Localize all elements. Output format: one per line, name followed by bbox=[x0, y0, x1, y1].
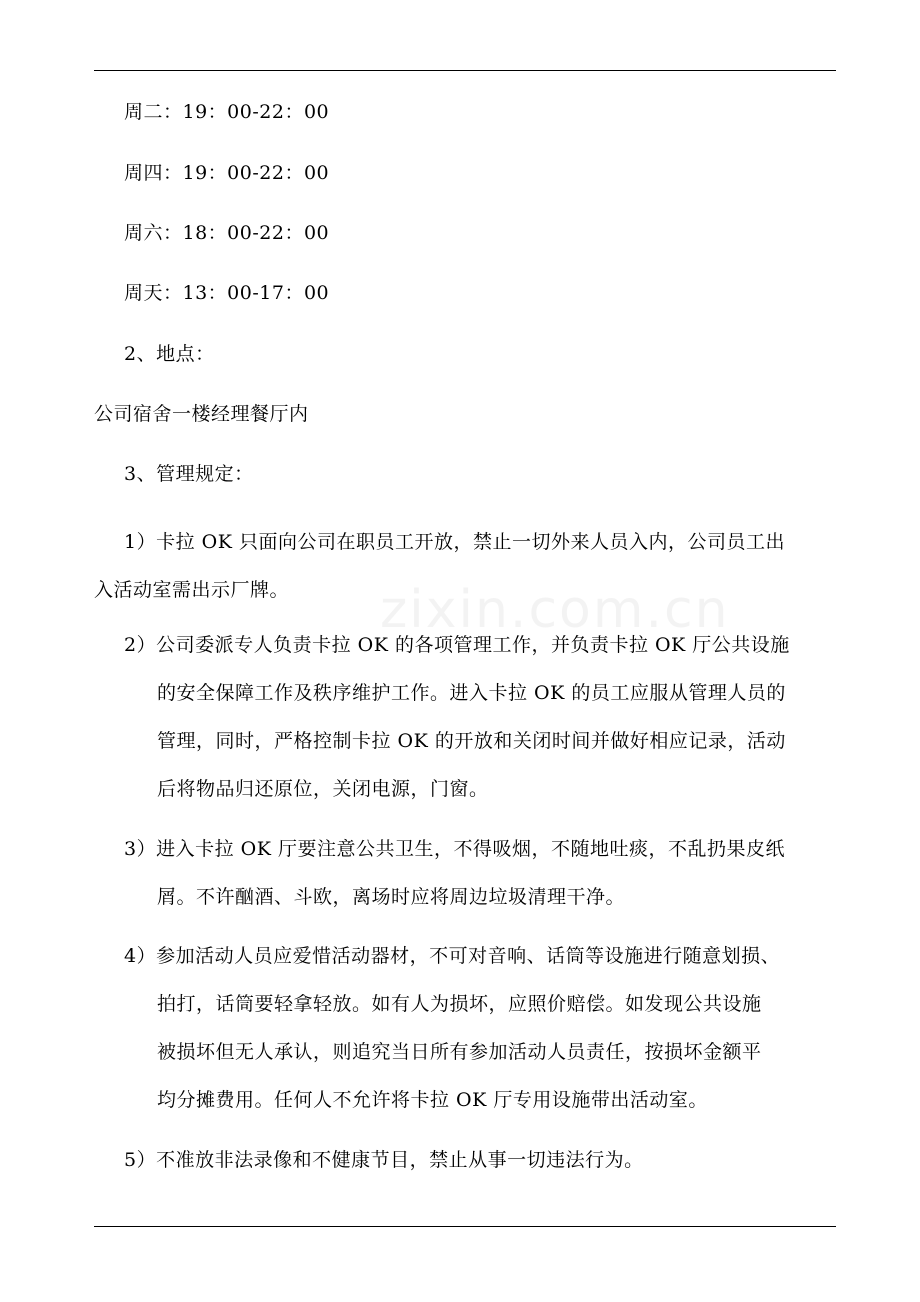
rule-item-3-line-2: 屑。不许酗酒、斗欧，离场时应将周边垃圾清理干净。 bbox=[157, 886, 626, 908]
watermark: zixin.com.cn bbox=[380, 580, 730, 640]
schedule-thursday: 周四：19：00-22：00 bbox=[124, 162, 330, 184]
rule-item-3 bbox=[124, 825, 836, 921]
header-rule bbox=[94, 70, 836, 71]
schedule-sunday: 周天：13：00-17：00 bbox=[124, 282, 330, 304]
schedule-tuesday: 周二：19：00-22：00 bbox=[124, 101, 330, 123]
rules-heading: 3、管理规定： bbox=[124, 463, 254, 485]
rule-item-1-line-1: 1）卡拉 OK 只面向公司在职员工开放，禁止一切外来人员入内，公司员工出 bbox=[124, 531, 785, 553]
rule-item-4-line-3: 被损坏但无人承认，则追究当日所有参加活动人员责任，按损坏金额平 bbox=[157, 1041, 762, 1063]
rule-item-4-line-2: 拍打，话筒要轻拿轻放。如有人为损坏，应照价赔偿。如发现公共设施 bbox=[157, 993, 762, 1015]
schedule-saturday: 周六：18：00-22：00 bbox=[124, 222, 330, 244]
rule-item-1-line-2: 入活动室需出示厂牌。 bbox=[94, 579, 290, 601]
rule-item-5-line-1: 5）不准放非法录像和不健康节目，禁止从事一切违法行为。 bbox=[124, 1149, 644, 1171]
rule-item-1 bbox=[94, 518, 836, 614]
rule-item-4 bbox=[124, 932, 836, 1124]
rule-item-2-line-2: 的安全保障工作及秩序维护工作。进入卡拉 OK 的员工应服从管理人员的 bbox=[157, 682, 786, 704]
rule-item-3-line-1: 3）进入卡拉 OK 厅要注意公共卫生，不得吸烟，不随地吐痰，不乱扔果皮纸 bbox=[124, 838, 785, 860]
rule-item-2-line-1: 2）公司委派专人负责卡拉 OK 的各项管理工作，并负责卡拉 OK 厅公共设施 bbox=[124, 634, 790, 656]
rule-item-4-line-1: 4）参加活动人员应爱惜活动器材，不可对音响、话筒等设施进行随意划损、 bbox=[124, 945, 781, 967]
rule-item-2-line-4: 后将物品归还原位，关闭电源，门窗。 bbox=[157, 778, 489, 800]
location-text: 公司宿舍一楼经理餐厅内 bbox=[94, 403, 309, 425]
rule-item-4-line-4: 均分摊费用。任何人不允许将卡拉 OK 厅专用设施带出活动室。 bbox=[157, 1089, 708, 1111]
footer-rule bbox=[94, 1226, 836, 1227]
rule-item-2-line-3: 管理，同时，严格控制卡拉 OK 的开放和关闭时间并做好相应记录，活动 bbox=[157, 730, 786, 752]
location-heading: 2、地点： bbox=[124, 343, 215, 365]
rule-item-2 bbox=[124, 621, 836, 813]
rule-item-5 bbox=[124, 1136, 836, 1184]
